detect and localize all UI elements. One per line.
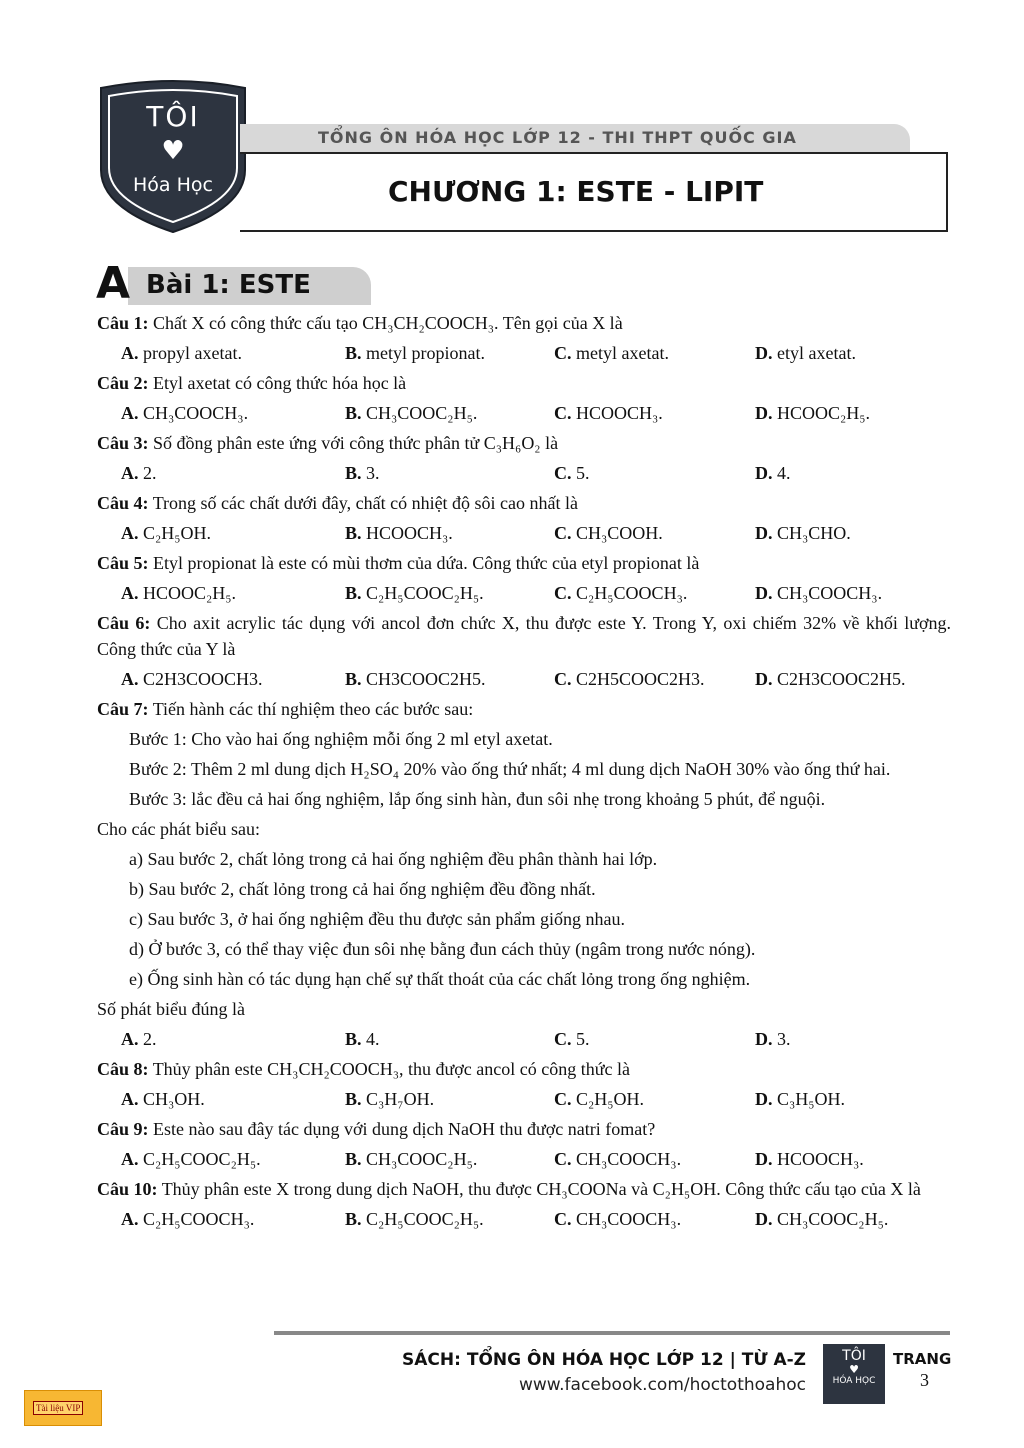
footer-book-title: SÁCH: TỔNG ÔN HÓA HỌC LỚP 12 | TỪ A-Z [402,1350,806,1370]
question-7-ask: Số phát biểu đúng là [97,999,245,1019]
option-b: B. C₃H₇OH. [345,1089,435,1109]
option-d: D. CH₃CHO. [755,523,851,543]
option-c: C. C₂H₅OH. [554,1089,645,1109]
option-d: D. HCOOCH₃. [755,1149,864,1169]
option-c: C. CH₃COOH. [554,523,663,543]
options-6 [97,664,951,694]
chapter-title: CHƯƠNG 1: ESTE - LIPIT [388,175,764,208]
footer-logo-top: TÔI [842,1348,866,1364]
option-a: A. 2. [121,463,157,483]
question-list [97,308,951,1234]
option-a: A. 2. [121,1029,157,1049]
option-c: C. CH₃COOCH₃. [554,1209,682,1229]
question-10: Câu 10: Thủy phân este X trong dung dịch NaOH, thu được CH₃COONa và C₂H₅OH. Công thức cấu tạo của X là [97,1179,921,1199]
options-2 [97,398,951,428]
options-5 [97,578,951,608]
option-a: A. C₂H₅COOC₂H₅. [121,1149,261,1169]
step-3: Bước 3: lắc đều cả hai ống nghiệm, lắp ống sinh hàn, đun sôi nhẹ trong khoảng 5 phút, để nguội. [129,789,826,809]
options-9 [97,1144,951,1174]
step-1: Bước 1: Cho vào hai ống nghiệm mỗi ống 2 ml etyl axetat. [129,729,553,749]
option-c: C. 5. [554,463,590,483]
options-3 [97,458,951,488]
option-d: D. C₃H₅OH. [755,1089,846,1109]
options-8 [97,1084,951,1114]
option-d: D. HCOOC₂H₅. [755,403,871,423]
option-b: B. CH₃COOC₂H₅. [345,403,478,423]
option-c: C. C2H5COOC2H3. [554,669,705,689]
option-d: D. 4. [755,463,791,483]
page-label: TRANG [893,1350,952,1368]
option-a: A. CH₃OH. [121,1089,205,1109]
option-a: A. C₂H₅COOCH₃. [121,1209,255,1229]
statement-c: c) Sau bước 3, ở hai ống nghiệm đều thu được sản phẩm giống nhau. [129,909,625,929]
option-c: C. CH₃COOCH₃. [554,1149,682,1169]
footer-url[interactable]: www.facebook.com/hoctothoahoc [518,1375,806,1395]
option-b: B. C₂H₅COOC₂H₅. [345,583,484,603]
section-letter: A [96,258,131,309]
option-d: D. etyl axetat. [755,343,856,363]
option-d: D. C2H3COOC2H5. [755,669,906,689]
option-b: B. CH3COOC2H5. [345,669,486,689]
statement-a: a) Sau bước 2, chất lỏng trong cả hai ống nghiệm đều phân thành hai lớp. [129,849,658,869]
statement-e: e) Ống sinh hàn có tác dụng hạn chế sự thất thoát của các chất lỏng trong ống nghiệm. [129,969,751,989]
section-title: Bài 1: ESTE [146,270,311,300]
footer-divider [274,1331,950,1335]
question-3: Câu 3: Số đồng phân este ứng với công thức phân tử C₃H₆O₂ là [97,433,559,453]
option-d: D. CH₃COOCH₃. [755,583,883,603]
option-d: D. CH₃COOC₂H₅. [755,1209,889,1229]
option-a: A. propyl axetat. [121,343,242,363]
options-7 [97,1024,951,1054]
question-4: Câu 4: Trong số các chất dưới đây, chất có nhiệt độ sôi cao nhất là [97,493,579,513]
option-b: B. CH₃COOC₂H₅. [345,1149,478,1169]
statements-intro: Cho các phát biểu sau: [97,819,260,839]
option-c: C. HCOOCH₃. [554,403,663,423]
question-6: Câu 6: Cho axit acrylic tác dụng với ancol đơn chức X, thu được este Y. Trong Y, oxi chiếm 32% về khối lượng. Công thức của Y là [97,613,951,659]
option-a: A. C₂H₅OH. [121,523,212,543]
question-9: Câu 9: Este nào sau đây tác dụng với dung dịch NaOH thu được natri fomat? [97,1119,656,1139]
option-b: B. C₂H₅COOC₂H₅. [345,1209,484,1229]
option-b: B. HCOOCH₃. [345,523,453,543]
logo-badge [97,78,249,234]
question-5: Câu 5: Etyl propionat là este có mùi thơm của dứa. Công thức của etyl propionat là [97,553,700,573]
option-b: B. 4. [345,1029,380,1049]
question-2: Câu 2: Etyl axetat có công thức hóa học là [97,373,407,393]
page-number: 3 [920,1370,929,1390]
statement-b: b) Sau bước 2, chất lỏng trong cả hai ống nghiệm đều đồng nhất. [129,879,596,899]
statement-d: d) Ở bước 3, có thể thay việc đun sôi nhẹ bằng đun cách thủy (ngâm trong nước nóng). [129,939,756,959]
vip-label: Tài liệu VIP [33,1401,83,1415]
option-a: A. HCOOC₂H₅. [121,583,237,603]
option-b: B. metyl propionat. [345,343,485,363]
badge-line2: Hóa Học [133,174,213,196]
badge-line1: TÔI [146,100,200,133]
option-d: D. 3. [755,1029,791,1049]
options-1 [97,338,951,368]
options-10 [97,1204,951,1234]
option-a: A. C2H3COOCH3. [121,669,263,689]
vip-badge[interactable] [24,1390,102,1426]
heart-icon: ♥ [849,1363,859,1376]
footer-logo-bottom: HÓA HỌC [832,1376,876,1386]
option-c: C. C₂H₅COOCH₃. [554,583,688,603]
option-c: C. metyl axetat. [554,343,669,363]
question-1: Câu 1: Chất X có công thức cấu tạo CH₃CH₂COOCH₃. Tên gọi của X là [97,313,623,333]
option-a: A. CH₃COOCH₃. [121,403,249,423]
option-c: C. 5. [554,1029,590,1049]
heart-icon: ♥ [161,136,185,166]
subtitle: TỔNG ÔN HÓA HỌC LỚP 12 - THI THPT QUỐC GIA [318,128,797,147]
footer-logo [823,1344,885,1404]
option-b: B. 3. [345,463,380,483]
step-2: Bước 2: Thêm 2 ml dung dịch H₂SO₄ 20% vào ống thứ nhất; 4 ml dung dịch NaOH 30% vào ống thứ hai. [129,759,891,779]
options-4 [97,518,951,548]
question-7: Câu 7: Tiến hành các thí nghiệm theo các bước sau: [97,699,474,719]
question-8: Câu 8: Thủy phân este CH₃CH₂COOCH₃, thu được ancol có công thức là [97,1059,630,1079]
